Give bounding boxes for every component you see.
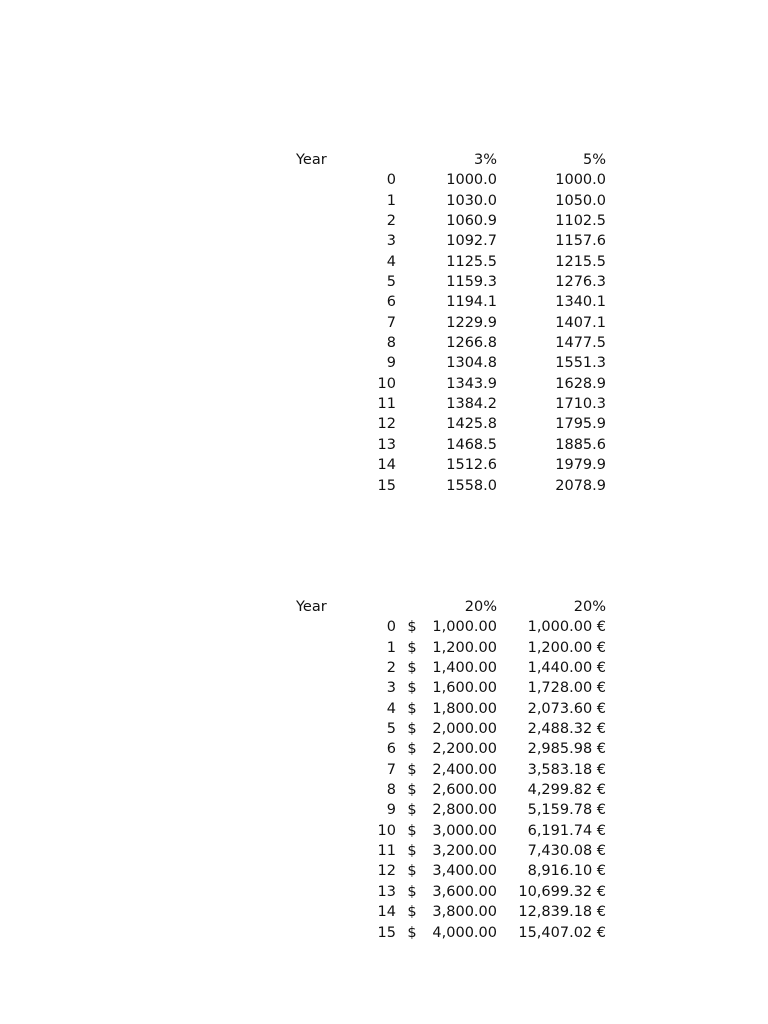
table-header-row [296, 150, 606, 170]
row-label-cell [296, 780, 372, 800]
value-eur-cell: 6,191.74 € [527, 822, 606, 839]
value-usd-cell: 2,800.00 [432, 802, 497, 819]
currency-symbol-cell: $ [407, 904, 417, 921]
value-5pct-cell: 1407.1 [555, 314, 606, 331]
table-row [296, 923, 606, 943]
value-eur-cell: 1,728.00 € [527, 680, 606, 697]
currency-symbol-cell: $ [407, 639, 417, 656]
value-3pct-cell: 1512.6 [446, 457, 497, 474]
value-usd-cell: 1,400.00 [432, 660, 497, 677]
value-usd-cell: 2,600.00 [432, 782, 497, 799]
table-row [296, 821, 606, 841]
table-row [296, 333, 606, 353]
year-cell: 1 [386, 639, 396, 656]
value-3pct-cell: 1266.8 [446, 335, 497, 352]
value-5pct-cell: 1102.5 [555, 213, 606, 230]
row-label-cell [296, 719, 372, 739]
value-usd-cell: 3,800.00 [432, 904, 497, 921]
value-5pct-cell: 1050.0 [555, 192, 606, 209]
row-label-cell [296, 861, 372, 881]
value-5pct-cell: 1628.9 [555, 375, 606, 392]
year-cell: 13 [377, 436, 396, 453]
year-cell: 0 [386, 619, 396, 636]
table-row [296, 638, 606, 658]
year-cell: 13 [377, 883, 396, 900]
value-3pct-cell: 1000.0 [446, 172, 497, 189]
currency-symbol-cell: $ [407, 660, 417, 677]
table-row [296, 678, 606, 698]
table-row [296, 170, 606, 190]
value-eur-cell: 1,440.00 € [527, 660, 606, 677]
value-5pct-cell: 1000.0 [555, 172, 606, 189]
value-5pct-cell: 1340.1 [555, 294, 606, 311]
currency-symbol-cell: $ [407, 843, 417, 860]
row-label-cell [296, 313, 372, 333]
value-eur-cell: 3,583.18 € [527, 761, 606, 778]
rate-20-usd-header: 20% [464, 599, 497, 615]
value-5pct-cell: 1551.3 [555, 355, 606, 372]
table-row [296, 414, 606, 434]
table-row [296, 699, 606, 719]
currency-symbol-cell: $ [407, 822, 417, 839]
value-usd-cell: 1,000.00 [432, 619, 497, 636]
year-cell: 7 [386, 761, 396, 778]
year-cell: 12 [377, 863, 396, 880]
value-eur-cell: 5,159.78 € [527, 802, 606, 819]
year-cell: 5 [386, 721, 396, 738]
table-row [296, 780, 606, 800]
currency-symbol-cell: $ [407, 721, 417, 738]
value-3pct-cell: 1468.5 [446, 436, 497, 453]
value-usd-cell: 2,000.00 [432, 721, 497, 738]
year-cell: 9 [386, 802, 396, 819]
currency-growth-table [296, 597, 606, 943]
table-row [296, 658, 606, 678]
value-eur-cell: 2,985.98 € [527, 741, 606, 758]
table-header-row [296, 597, 606, 617]
row-label-cell [296, 882, 372, 902]
year-cell: 0 [386, 172, 396, 189]
value-3pct-cell: 1384.2 [446, 396, 497, 413]
currency-symbol-cell: $ [407, 619, 417, 636]
row-label-cell [296, 191, 372, 211]
year-header: Year [296, 599, 327, 615]
value-eur-cell: 12,839.18 € [518, 904, 606, 921]
year-cell: 3 [386, 233, 396, 250]
rate-3-header: 3% [473, 152, 497, 168]
year-cell: 2 [386, 213, 396, 230]
value-5pct-cell: 1215.5 [555, 253, 606, 270]
table-row [296, 272, 606, 292]
value-usd-cell: 3,200.00 [432, 843, 497, 860]
value-eur-cell: 1,000.00 € [527, 619, 606, 636]
value-usd-cell: 1,600.00 [432, 680, 497, 697]
value-3pct-cell: 1092.7 [446, 233, 497, 250]
year-cell: 2 [386, 660, 396, 677]
value-3pct-cell: 1194.1 [446, 294, 497, 311]
table-row [296, 882, 606, 902]
value-3pct-cell: 1125.5 [446, 253, 497, 270]
value-eur-cell: 7,430.08 € [527, 843, 606, 860]
value-eur-cell: 4,299.82 € [527, 782, 606, 799]
table-row [296, 211, 606, 231]
row-label-cell [296, 353, 372, 373]
currency-symbol-cell: $ [407, 700, 417, 717]
row-label-cell [296, 252, 372, 272]
currency-symbol-cell: $ [407, 741, 417, 758]
table-row [296, 435, 606, 455]
value-usd-cell: 1,200.00 [432, 639, 497, 656]
year-cell: 14 [377, 457, 396, 474]
year-cell: 11 [377, 396, 396, 413]
blank-header-cell [372, 597, 396, 617]
value-usd-cell: 4,000.00 [432, 924, 497, 941]
value-eur-cell: 10,699.32 € [518, 883, 606, 900]
row-label-cell [296, 374, 372, 394]
table-row [296, 902, 606, 922]
value-eur-cell: 1,200.00 € [527, 639, 606, 656]
row-label-cell [296, 231, 372, 251]
value-eur-cell: 8,916.10 € [527, 863, 606, 880]
row-label-cell [296, 394, 372, 414]
row-label-cell [296, 333, 372, 353]
row-label-cell [296, 455, 372, 475]
currency-symbol-cell: $ [407, 680, 417, 697]
value-eur-cell: 15,407.02 € [518, 924, 606, 941]
row-label-cell [296, 760, 372, 780]
year-cell: 14 [377, 904, 396, 921]
value-3pct-cell: 1159.3 [446, 274, 497, 291]
value-3pct-cell: 1060.9 [446, 213, 497, 230]
currency-symbol-cell: $ [407, 883, 417, 900]
year-cell: 6 [386, 294, 396, 311]
table-row [296, 252, 606, 272]
year-cell: 7 [386, 314, 396, 331]
year-header: Year [296, 152, 327, 168]
table-row [296, 719, 606, 739]
value-5pct-cell: 1979.9 [555, 457, 606, 474]
year-cell: 12 [377, 416, 396, 433]
row-label-cell [296, 821, 372, 841]
row-label-cell [296, 211, 372, 231]
table-row [296, 841, 606, 861]
currency-symbol-cell: $ [407, 863, 417, 880]
table-row [296, 617, 606, 637]
row-label-cell [296, 923, 372, 943]
year-cell: 9 [386, 355, 396, 372]
table-row [296, 739, 606, 759]
row-label-cell [296, 699, 372, 719]
table-row [296, 760, 606, 780]
row-label-cell [296, 414, 372, 434]
table-row [296, 394, 606, 414]
value-eur-cell: 2,488.32 € [527, 721, 606, 738]
year-cell: 5 [386, 274, 396, 291]
year-cell: 10 [377, 822, 396, 839]
table-row [296, 861, 606, 881]
value-3pct-cell: 1343.9 [446, 375, 497, 392]
rate-5-header: 5% [582, 152, 606, 168]
value-usd-cell: 2,200.00 [432, 741, 497, 758]
year-cell: 4 [386, 700, 396, 717]
table-row [296, 374, 606, 394]
year-cell: 1 [386, 192, 396, 209]
value-5pct-cell: 1710.3 [555, 396, 606, 413]
value-usd-cell: 3,000.00 [432, 822, 497, 839]
year-cell: 4 [386, 253, 396, 270]
row-label-cell [296, 902, 372, 922]
value-3pct-cell: 1229.9 [446, 314, 497, 331]
value-3pct-cell: 1030.0 [446, 192, 497, 209]
row-label-cell [296, 841, 372, 861]
value-5pct-cell: 2078.9 [555, 477, 606, 494]
table-row [296, 800, 606, 820]
value-3pct-cell: 1304.8 [446, 355, 497, 372]
currency-symbol-cell: $ [407, 761, 417, 778]
year-cell: 8 [386, 782, 396, 799]
table-row [296, 353, 606, 373]
row-label-cell [296, 476, 372, 496]
table-row [296, 231, 606, 251]
rate-20-eur-header: 20% [573, 599, 606, 615]
currency-symbol-cell: $ [407, 782, 417, 799]
row-label-cell [296, 678, 372, 698]
currency-symbol-cell: $ [407, 802, 417, 819]
value-3pct-cell: 1558.0 [446, 477, 497, 494]
value-5pct-cell: 1477.5 [555, 335, 606, 352]
year-cell: 6 [386, 741, 396, 758]
year-cell: 10 [377, 375, 396, 392]
table-row [296, 313, 606, 333]
value-5pct-cell: 1795.9 [555, 416, 606, 433]
value-usd-cell: 3,600.00 [432, 883, 497, 900]
value-usd-cell: 3,400.00 [432, 863, 497, 880]
value-3pct-cell: 1425.8 [446, 416, 497, 433]
year-cell: 8 [386, 335, 396, 352]
row-label-cell [296, 800, 372, 820]
currency-symbol-cell: $ [407, 924, 417, 941]
value-usd-cell: 2,400.00 [432, 761, 497, 778]
row-label-cell [296, 272, 372, 292]
year-cell: 15 [377, 477, 396, 494]
row-label-cell [296, 658, 372, 678]
value-5pct-cell: 1276.3 [555, 274, 606, 291]
year-cell: 15 [377, 924, 396, 941]
simple-growth-table [296, 150, 606, 496]
year-cell: 3 [386, 680, 396, 697]
value-5pct-cell: 1157.6 [555, 233, 606, 250]
table-row [296, 455, 606, 475]
row-label-cell [296, 292, 372, 312]
row-label-cell [296, 617, 372, 637]
value-usd-cell: 1,800.00 [432, 700, 497, 717]
year-cell: 11 [377, 843, 396, 860]
row-label-cell [296, 170, 372, 190]
row-label-cell [296, 638, 372, 658]
table-row [296, 292, 606, 312]
value-eur-cell: 2,073.60 € [527, 700, 606, 717]
table-row [296, 476, 606, 496]
row-label-cell [296, 435, 372, 455]
value-5pct-cell: 1885.6 [555, 436, 606, 453]
table-row [296, 191, 606, 211]
blank-header-cell [372, 150, 396, 170]
row-label-cell [296, 739, 372, 759]
